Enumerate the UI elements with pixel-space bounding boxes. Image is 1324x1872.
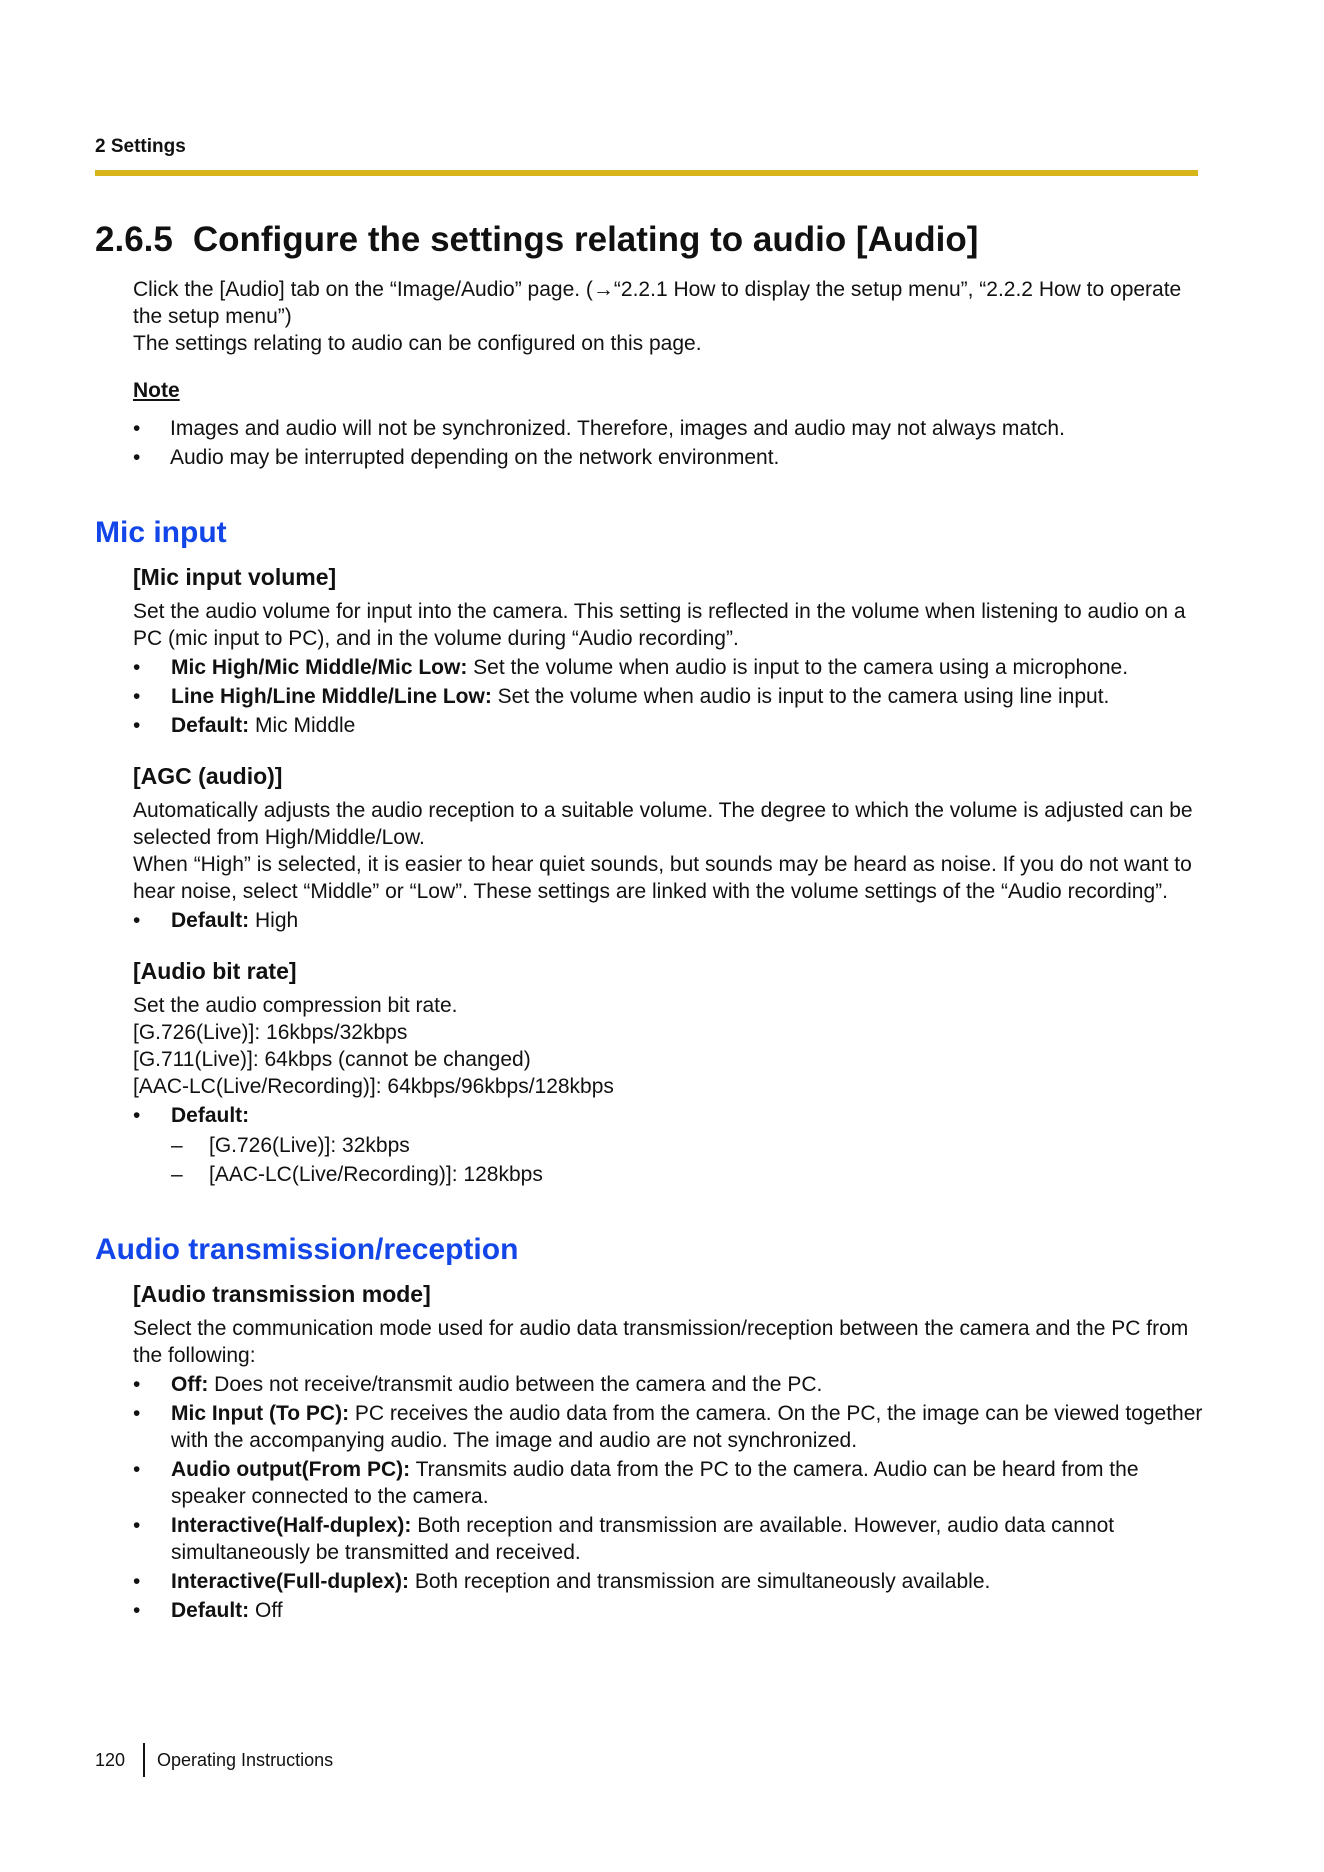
bullet-icon: • <box>133 1373 141 1396</box>
mic-volume-desc-block <box>133 598 1205 652</box>
bitrate-default-list <box>171 1131 1205 1189</box>
list-item: • Default: <box>133 1104 250 1127</box>
tx-mode-list <box>133 1371 1205 1624</box>
bullet-icon: • <box>133 417 141 440</box>
note-list <box>95 414 1205 472</box>
agc-desc-1: Automatically adjusts the audio reception to a suitable volume. The degree to which the volume is adjusted can be selected from High/Middle/Low. <box>133 799 1193 849</box>
bitrate-line: [G.711(Live)]: 64kbps (cannot be changed) <box>133 1048 531 1071</box>
bitrate-line: Set the audio compression bit rate. <box>133 994 458 1017</box>
list-item: • Line High/Line Middle/Line Low: Set the volume when audio is input to the camera using line input. <box>133 685 1110 708</box>
list-item: • Interactive(Half-duplex): Both reception and transmission are available. However, audio data cannot simultaneously be transmitted and received. <box>133 1514 1115 1564</box>
list-item: • Mic High/Mic Middle/Mic Low: Set the volume when audio is input to the camera using a microphone. <box>133 656 1129 679</box>
list-item: • Off: Does not receive/transmit audio between the camera and the PC. <box>133 1373 823 1396</box>
agc-desc-block <box>133 797 1205 905</box>
dash-icon: – <box>171 1134 183 1157</box>
dash-icon: – <box>171 1163 183 1186</box>
header-rule <box>95 170 1198 176</box>
bullet-icon: • <box>133 909 141 932</box>
mic-volume-list <box>133 654 1205 739</box>
page-number: 120 <box>95 1749 126 1770</box>
page-footer <box>95 1744 333 1776</box>
bitrate-line: [AAC-LC(Live/Recording)]: 64kbps/96kbps/128kbps <box>133 1075 614 1098</box>
section-number: 2.6.5 <box>95 220 173 259</box>
bullet-icon: • <box>133 1599 141 1622</box>
subheading-audio-transmission-mode: [Audio transmission mode] <box>133 1281 431 1307</box>
bullet-icon: • <box>133 1458 141 1481</box>
mic-volume-desc: Set the audio volume for input into the camera. This setting is reflected in the volume when listening to audio on a PC (mic input to PC), and in the volume during “Audio recording”. <box>133 600 1186 650</box>
tx-mode-desc: Select the communication mode used for audio data transmission/reception between the camera and the PC from the following: <box>133 1317 1189 1367</box>
bitrate-list <box>133 1102 1205 1129</box>
agc-list <box>133 907 1205 934</box>
bullet-icon: • <box>133 1514 141 1537</box>
footer-doc-title: Operating Instructions <box>157 1749 334 1770</box>
list-item: • Audio output(From PC): Transmits audio data from the PC to the camera. Audio can be heard from the speaker connected to the camera. <box>133 1458 1139 1508</box>
intro <box>133 276 1205 357</box>
section-heading-audio-transmission: Audio transmission/reception <box>95 1233 519 1266</box>
intro-line-1: Click the [Audio] tab on the “Image/Audio” page. (→“2.2.1 How to display the setup menu”, “2.2.2 How to operate the setup menu”) <box>133 278 1182 328</box>
bitrate-line: [G.726(Live)]: 16kbps/32kbps <box>133 1021 408 1044</box>
agc-desc-2: When “High” is selected, it is easier to hear quiet sounds, but sounds may be heard as noise. If you do not want to hear noise, select “Middle” or “Low”. These settings are linked with the volume settings of the “Audio recording”. <box>133 853 1192 903</box>
list-item: • Interactive(Full-duplex): Both reception and transmission are simultaneously available. <box>133 1570 991 1593</box>
bullet-icon: • <box>133 1402 141 1425</box>
list-item: • Mic Input (To PC): PC receives the audio data from the camera. On the PC, the image can be viewed together with the accompanying audio. The image and audio are not synchronized. <box>133 1402 1203 1452</box>
intro-line-2: The settings relating to audio can be configured on this page. <box>133 332 702 355</box>
bullet-icon: • <box>133 656 141 679</box>
list-item: • Default: Mic Middle <box>133 714 356 737</box>
section-title-text: Configure the settings relating to audio [Audio] <box>192 220 979 259</box>
page-content <box>95 276 1205 1626</box>
note-label: Note <box>133 379 180 402</box>
bullet-icon: • <box>133 446 141 469</box>
bullet-icon: • <box>133 685 141 708</box>
note-item: • Images and audio will not be synchronized. Therefore, images and audio may not always match. <box>95 414 1205 443</box>
page-title <box>95 220 978 260</box>
tx-mode-desc-block <box>133 1315 1205 1369</box>
list-item: • Default: High <box>133 909 299 932</box>
subheading-mic-input-volume: [Mic input volume] <box>133 564 337 590</box>
footer-divider <box>143 1743 145 1777</box>
section-heading-mic-input: Mic input <box>95 516 227 549</box>
note-item: • Audio may be interrupted depending on the network environment. <box>95 443 1205 472</box>
bullet-icon: • <box>133 1570 141 1593</box>
running-header: 2 Settings <box>95 136 186 157</box>
subheading-agc-audio: [AGC (audio)] <box>133 763 283 789</box>
subheading-audio-bit-rate: [Audio bit rate] <box>133 958 297 984</box>
bullet-icon: • <box>133 714 141 737</box>
bullet-icon: • <box>133 1104 141 1127</box>
list-item: • Default: Off <box>133 1599 283 1622</box>
note-block <box>133 377 1205 404</box>
list-item: – [AAC-LC(Live/Recording)]: 128kbps <box>171 1160 1205 1189</box>
bitrate-desc-block <box>133 992 1205 1100</box>
list-item: – [G.726(Live)]: 32kbps <box>171 1131 1205 1160</box>
